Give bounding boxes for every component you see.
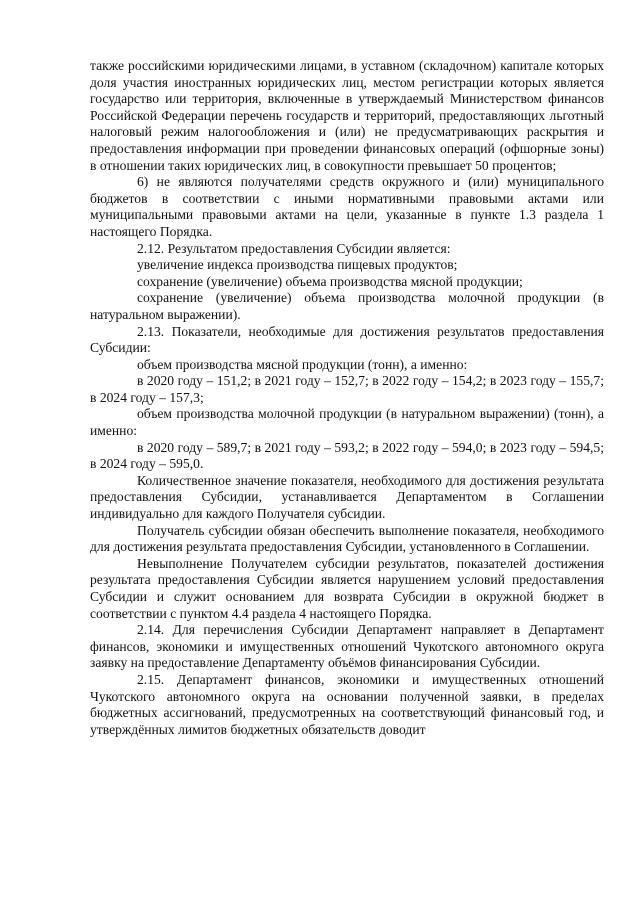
paragraph-milk-volume: объем производства молочной продукции (в натуральном выражении) (тонн), а именно: [90,406,604,439]
document-page [90,58,604,738]
paragraph-nonfulfillment: Невыполнение Получателем субсидии результатов, показателей достижения результата предоставления Субсидии является нарушением условий предоставления Субсидии и служит основанием для возврата Субсидии в окружной бюджет в соответствии с пунктом 4.4 раздела 4 настоящего Порядка. [90,555,604,621]
paragraph-2-12: 2.12. Результатом предоставления Субсидии является: [137,240,451,256]
paragraph-meat-values: в 2020 году – 151,2; в 2021 году – 152,7; в 2022 году – 154,2; в 2023 году – 155,7; в 2024 году – 157,3; [90,373,604,405]
paragraph-2-15: 2.15. Департамент финансов, экономики и имущественных отношений Чукотского автономного округа на основании полученной заявки, в пределах бюджетных ассигнований, предусмотренных на соответствующий финансовый год, и утверждённых лимитов бюджетных обязательств доводит [90,671,604,737]
paragraph-item-6: 6) не являются получателями средств окружного и (или) муниципального бюджетов в соответствии с иными нормативными правовыми актами или муниципальными правовыми актами на цели, указанные в пункте 1.3 раздела 1 настоящего Порядка. [90,174,604,239]
paragraph-continuation: также российскими юридическими лицами, в уставном (складочном) капитале которых доля участия иностранных юридических лиц, местом регистрации которых является государство или территория, включенные в утверждаемый Министерством финансов Российской Федерации перечень государств и территорий, предоставляющих льготный налоговый режим налогообложения и (или) не предусматривающих раскрытия и предоставления информации при проведении финансовых операций (офшорные зоны) в отношении таких юридических лиц, в совокупности превышает 50 процентов; [90,58,604,173]
paragraph-milk-values: в 2020 году – 589,7; в 2021 году – 593,2; в 2022 году – 594,0; в 2023 году – 594,5; в 2024 году – 595,0. [90,439,604,472]
paragraph-result-3: сохранение (увеличение) объема производства молочной продукции (в натуральном выражении). [90,290,604,322]
paragraph-indicator-value: Количественное значение показателя, необходимого для достижения результата предоставления Субсидии, устанавливается Департаментом в Соглашении индивидуально для каждого Получателя субсидии. [90,472,604,522]
paragraph-meat-volume: объем производства мясной продукции (тонн), а именно: [137,356,468,372]
paragraph-result-1: увеличение индекса производства пищевых продуктов; [137,257,458,273]
paragraph-result-2: сохранение (увеличение) объема производства мясной продукции; [137,273,523,289]
paragraph-2-13: 2.13. Показатели, необходимые для достижения результатов предоставления Субсидии: [90,323,604,356]
paragraph-2-14: 2.14. Для перечисления Субсидии Департамент направляет в Департамент финансов, экономики и имущественных отношений Чукотского автономного округа заявку на предоставление Департаменту объёмов финансирования Субсидии. [90,622,604,671]
paragraph-recipient-obligation: Получатель субсидии обязан обеспечить выполнение показателя, необходимого для достижения результата предоставления Субсидии, установленного в Соглашении. [90,522,604,555]
